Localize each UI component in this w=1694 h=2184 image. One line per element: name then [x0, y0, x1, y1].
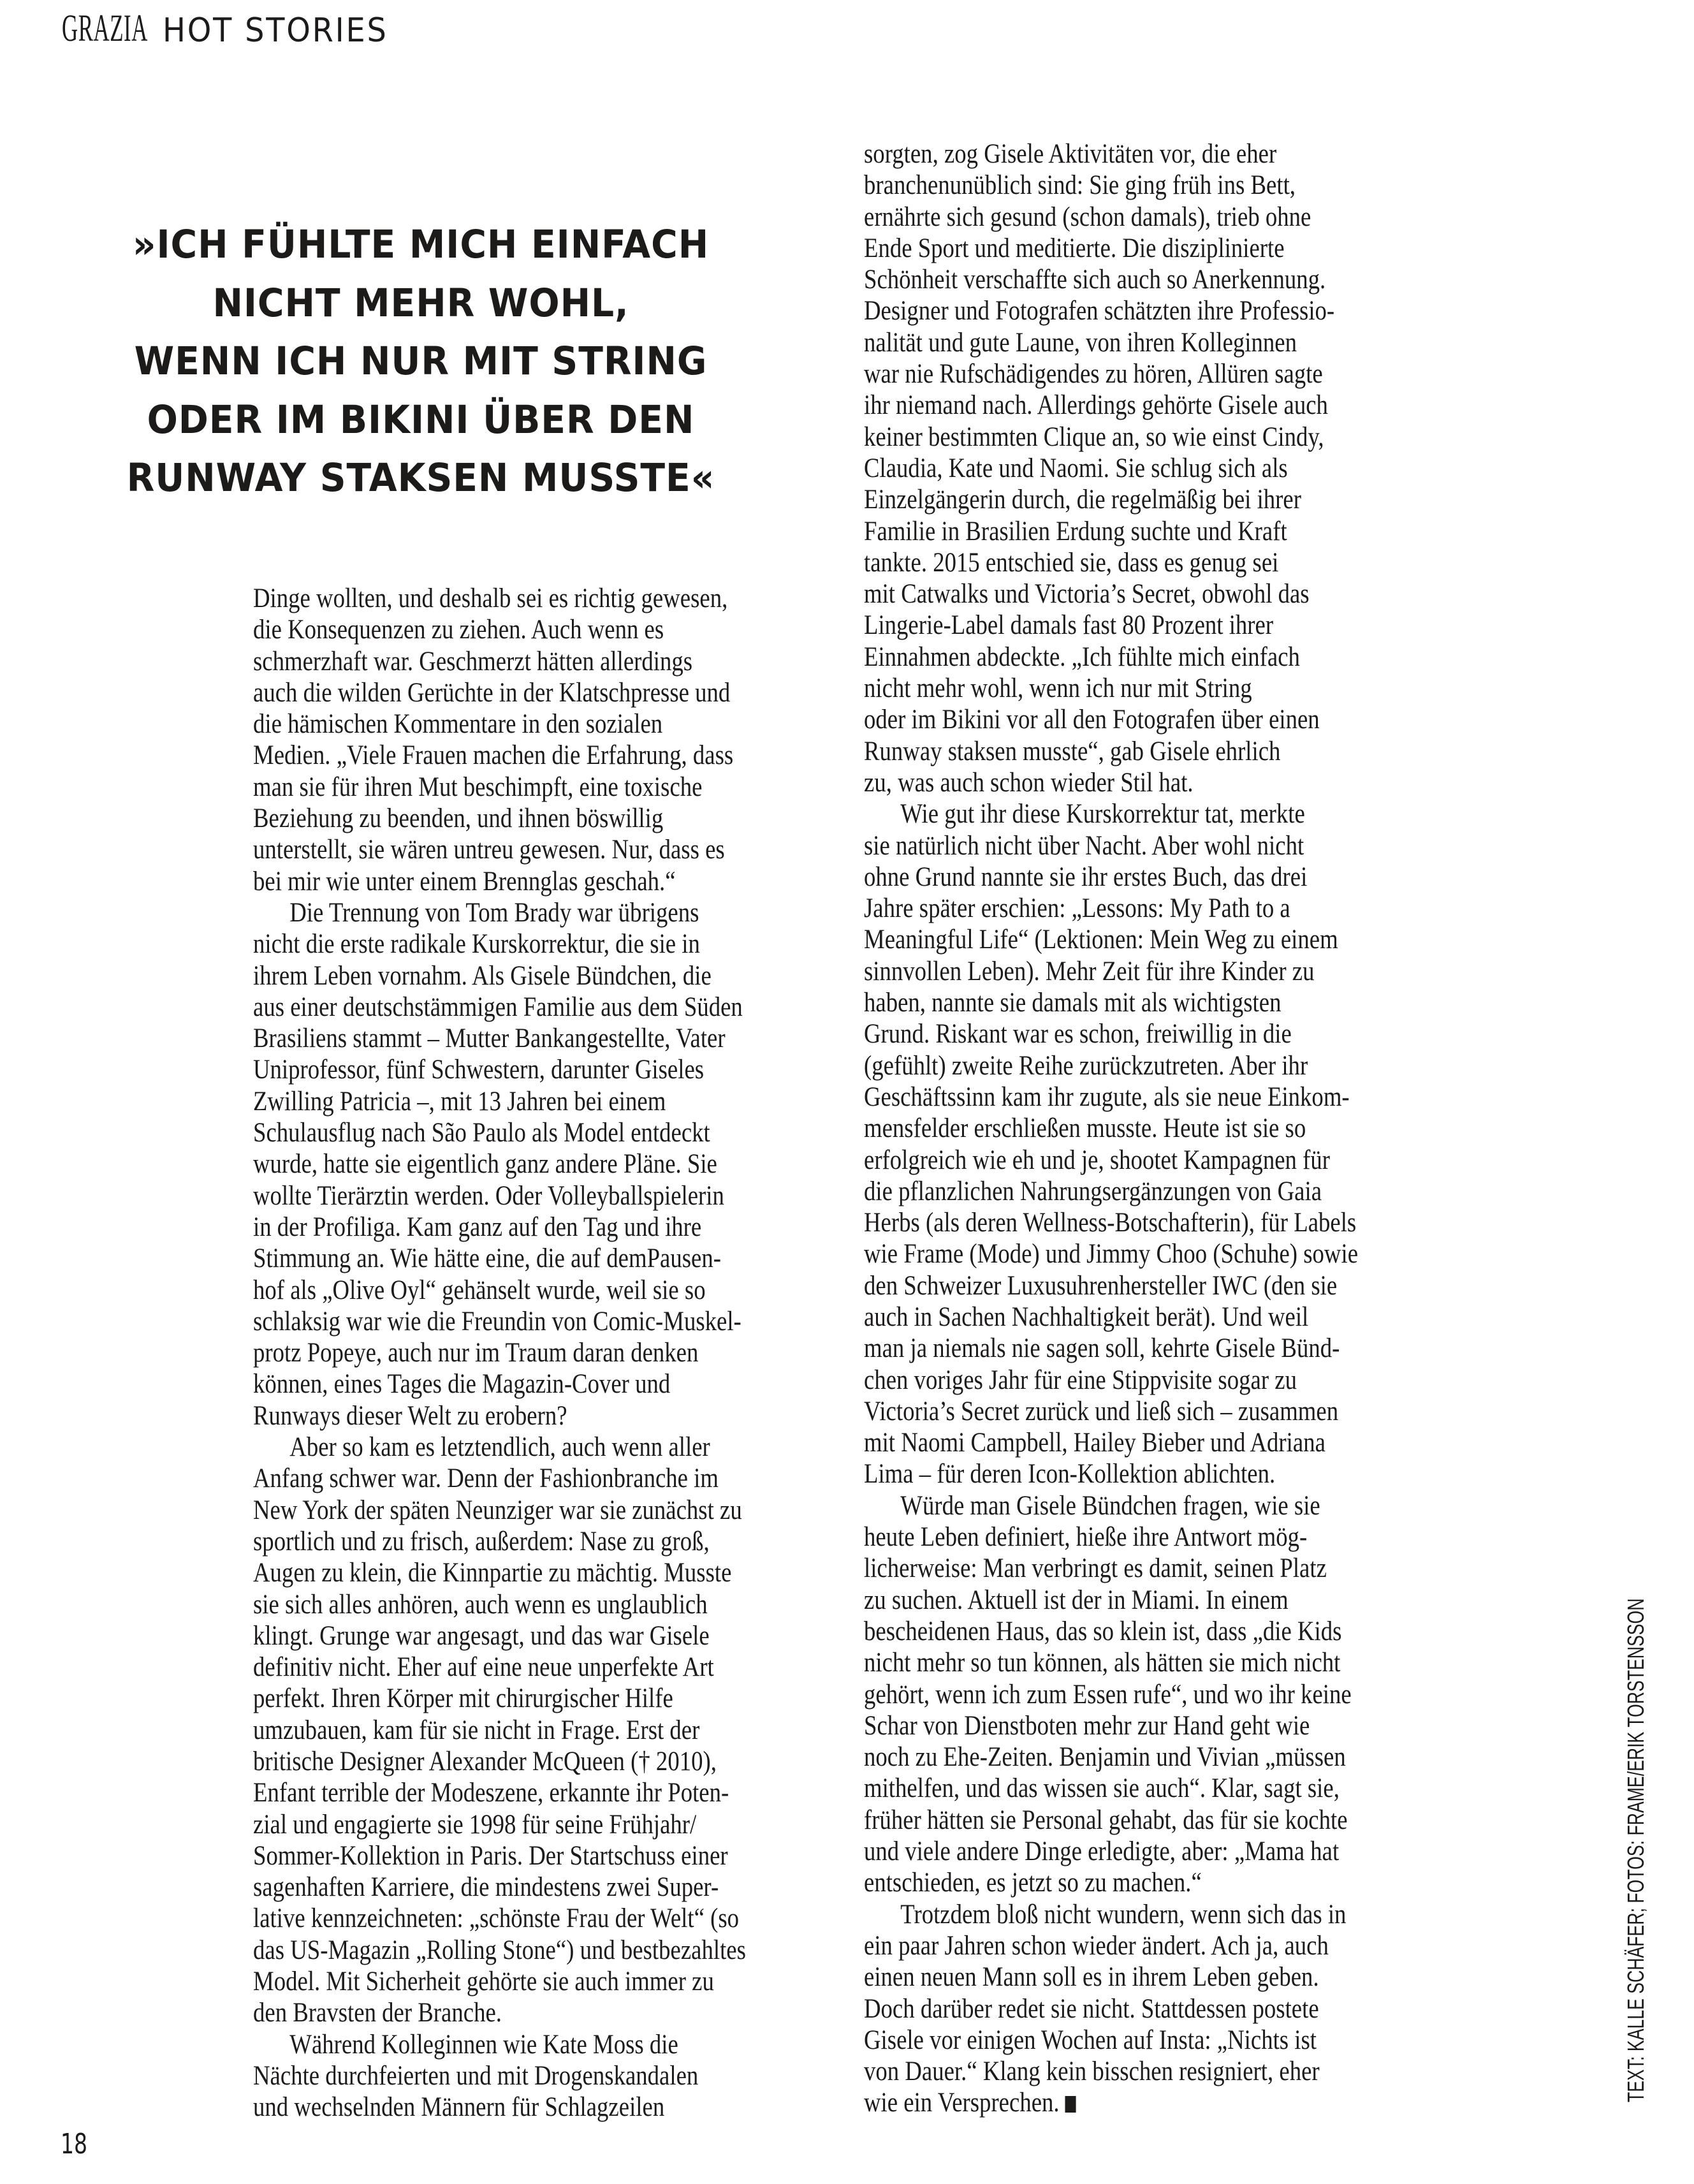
pull-quote-headline	[89, 216, 752, 508]
text-line	[253, 1683, 711, 1714]
text-line	[864, 233, 1387, 264]
text-line-content: bescheidenen Haus, das so klein ist, dass „die Kids	[864, 1616, 1342, 1646]
text-line	[864, 1647, 1387, 1678]
text-line-content: wie Frame (Mode) und Jimmy Choo (Schuhe) sowie	[864, 1239, 1359, 1270]
text-line	[864, 2025, 1387, 2056]
text-line	[864, 1113, 1387, 1144]
text-line	[253, 1086, 711, 1117]
text-line-content: branchenunüblich sind: Sie ging früh ins Bett,	[864, 170, 1296, 201]
text-line	[864, 421, 1387, 453]
text-line-content: Geschäftssinn kam ihr zugute, als sie neue Einkom-	[864, 1081, 1350, 1112]
text-line	[253, 1589, 711, 1620]
text-line	[253, 1243, 721, 1274]
text-line	[253, 1652, 714, 1683]
text-line-content: Brasiliens stammt – Mutter Bankangestellte, Vater	[253, 1023, 726, 1054]
text-line-content: hof als „Olive Oyl“ gehänselt wurde, weil sie so	[253, 1275, 706, 1305]
text-line-content: heute Leben definiert, hieße ihre Antwort mög-	[864, 1522, 1308, 1553]
text-line-content: man sie für ihren Mut beschimpft, eine toxische	[253, 772, 703, 802]
photo-text-credit	[1625, 1421, 1647, 2102]
text-line-content: den Bravsten der Branche.	[253, 1998, 502, 2028]
text-line	[864, 390, 1387, 421]
text-line	[253, 1212, 711, 1243]
text-line	[253, 1023, 726, 1054]
text-line	[253, 1432, 711, 1463]
text-line	[864, 641, 1387, 673]
text-line	[253, 1777, 729, 1808]
text-line	[253, 803, 711, 834]
text-line	[864, 1365, 1387, 1396]
text-line	[864, 1081, 1387, 1113]
text-line	[253, 1054, 711, 1085]
headline-line: WENN ICH NUR MIT STRING	[134, 339, 708, 384]
text-line-content: Victoria’s Secret zurück und ließ sich – zusammen	[864, 1396, 1339, 1426]
text-line	[253, 1997, 711, 2028]
text-line-content: zu, was auch schon wieder Stil hat.	[864, 767, 1194, 798]
text-line-content: mithelfen, und das wissen sie auch“. Klar, sagt sie,	[864, 1773, 1340, 1804]
text-line-content: Doch darüber redet sie nicht. Stattdessen postete	[864, 1993, 1319, 2024]
text-line-content: sorgten, zog Gisele Aktivitäten vor, die eher	[864, 139, 1277, 169]
text-line-content: tankte. 2015 entschied sie, dass es genug sei	[864, 547, 1279, 578]
text-line-content: Trotzdem bloß nicht wundern, wenn sich das in	[900, 1899, 1347, 1930]
text-line	[864, 1899, 1387, 1930]
text-line	[864, 1993, 1387, 2025]
magazine-logo: GRAZIA	[62, 7, 148, 49]
text-line-content: Während Kolleginnen wie Kate Moss die	[289, 2029, 678, 2060]
text-line-content: und viele andere Dinge erledigte, aber: „Mama hat	[864, 1836, 1340, 1867]
text-line-content: Zwilling Patricia –, mit 13 Jahren bei einem	[253, 1086, 666, 1117]
text-line	[864, 1521, 1387, 1553]
text-line	[864, 1585, 1387, 1616]
text-line-content: Einzelgängerin durch, die regelmäßig bei ihrer	[864, 485, 1301, 515]
text-line	[253, 1275, 711, 1306]
text-line-content: schmerzhaft war. Geschmerzt hätten allerdings	[253, 646, 693, 677]
text-line-content: können, eines Tages die Magazin-Cover und	[253, 1369, 671, 1400]
text-line	[253, 1809, 711, 1840]
text-line-content: Augen zu klein, die Kinnpartie zu mächtig. Musste	[253, 1558, 732, 1588]
text-line	[864, 673, 1387, 704]
text-line-content: ein paar Jahren schon wieder ändert. Ach ja, auch	[864, 1930, 1329, 1961]
text-line	[864, 1207, 1387, 1238]
text-line	[253, 928, 711, 960]
text-line	[253, 1400, 711, 1432]
text-line	[864, 1145, 1387, 1176]
text-line	[864, 1050, 1387, 1081]
text-line-content: unterstellt, sie wären untreu gewesen. Nur, dass es	[253, 835, 725, 865]
text-line-content: Lingerie-Label damals fast 80 Prozent ihrer	[864, 610, 1274, 641]
text-line-content: Runways dieser Welt zu erobern?	[253, 1400, 567, 1431]
text-line	[864, 1836, 1387, 1867]
text-line	[864, 484, 1387, 515]
text-line	[253, 992, 743, 1023]
text-line-content: Die Trennung von Tom Brady war übrigens	[289, 897, 699, 928]
text-line	[864, 1710, 1387, 1741]
text-line-content: mit Catwalks und Victoria’s Secret, obwohl das	[864, 579, 1310, 610]
text-line-content: Schulausflug nach São Paulo als Model entdeckt	[253, 1118, 710, 1148]
text-line	[864, 798, 1387, 830]
text-line-content: nalität und gute Laune, von ihren Kolleginnen	[864, 327, 1297, 358]
credit-text: TEXT: KALLE SCHÄFER; FOTOS: FRAME/ERIK TORSTENSSON	[1623, 1598, 1649, 2102]
text-line-content: Familie in Brasilien Erdung suchte und Kraft	[864, 516, 1287, 546]
text-line	[253, 897, 711, 928]
text-line-content: bei mir wie unter einem Brennglas geschah.“	[253, 866, 676, 897]
text-line-content: Stimmung an. Wie hätte eine, die auf demPausen-	[253, 1243, 721, 1274]
text-line-content: keiner bestimmten Clique an, so wie einst Cindy,	[864, 421, 1324, 452]
text-line	[253, 1495, 742, 1526]
article-column-right	[864, 138, 1476, 2119]
text-line-content: Einnahmen abdeckte. „Ich fühlte mich einfach	[864, 641, 1300, 672]
text-line	[253, 1746, 717, 1777]
text-line-content: ihrem Leben vornahm. Als Gisele Bündchen, die	[253, 960, 712, 991]
text-line	[864, 767, 1387, 798]
text-line-content: klingt. Grunge war angesagt, und das war Gisele	[253, 1620, 710, 1651]
text-line-content: Schar von Dienstboten mehr zur Hand geht wie	[864, 1710, 1310, 1741]
text-line	[864, 1490, 1387, 1521]
text-line-content: Anfang schwer war. Denn der Fashionbranche im	[253, 1463, 719, 1494]
text-line-content: schlaksig war wie die Freundin von Comic-Muskel-	[253, 1306, 741, 1337]
text-line	[253, 1368, 711, 1400]
text-line	[253, 1526, 711, 1557]
text-line-content: und wechselnden Männern für Schlagzeilen	[253, 2092, 665, 2123]
text-line	[864, 1458, 1387, 1490]
text-line-content: entschieden, es jetzt so zu machen.“	[864, 1868, 1202, 1898]
text-line-content: man ja niemals nie sagen soll, kehrte Gisele Bünd-	[864, 1333, 1340, 1364]
text-line-content: nicht die erste radikale Kurskorrektur, die sie in	[253, 929, 700, 960]
text-line	[253, 772, 711, 803]
text-line-content: Würde man Gisele Bündchen fragen, wie sie	[900, 1490, 1320, 1521]
text-line	[253, 1148, 717, 1180]
text-line	[864, 956, 1387, 987]
text-line-content: in der Profiliga. Kam ganz auf den Tag und ihre	[253, 1212, 702, 1242]
text-line	[253, 2092, 711, 2123]
text-line-content: aus einer deutschstämmigen Familie aus dem Süden	[253, 992, 743, 1022]
text-line	[253, 740, 734, 771]
text-line	[864, 610, 1387, 641]
text-line	[864, 830, 1387, 861]
text-line-content: nicht mehr wohl, wenn ich nur mit String	[864, 673, 1252, 704]
text-line	[864, 924, 1387, 955]
section-title: HOT STORIES	[163, 11, 388, 50]
text-line-content: Dinge wollten, und deshalb sei es richtig gewesen,	[253, 583, 728, 613]
text-line	[253, 866, 711, 897]
text-line	[253, 1872, 719, 1903]
text-line	[864, 893, 1387, 924]
text-line-content: ihr niemand nach. Allerdings gehörte Gisele auch	[864, 390, 1328, 421]
text-line-content: perfekt. Ihren Körper mit chirurgischer Hilfe	[253, 1683, 673, 1714]
text-line	[253, 1966, 714, 1997]
text-line-content: sie natürlich nicht über Nacht. Aber wohl nicht	[864, 830, 1304, 861]
text-line	[253, 646, 711, 677]
text-line-content: früher hätten sie Personal gehabt, das für sie kochte	[864, 1805, 1348, 1835]
text-line-content: sinnvollen Leben). Mehr Zeit für ihre Kinder zu	[864, 956, 1315, 986]
text-line-content: auch in Sachen Nachhaltigkeit berät). Und weil	[864, 1301, 1309, 1332]
text-line	[864, 170, 1387, 201]
text-line	[253, 614, 711, 645]
text-line-content: Designer und Fotografen schätzten ihre Professio-	[864, 296, 1335, 326]
text-line	[864, 1553, 1387, 1584]
text-line-content: lative kennzeichneten: „schönste Frau der Welt“ (so	[253, 1903, 740, 1934]
text-line	[253, 1620, 711, 1652]
text-line	[864, 861, 1387, 893]
text-line	[864, 453, 1387, 484]
text-line-content: erfolgreich wie eh und je, shootet Kampagnen für	[864, 1145, 1330, 1175]
text-line-content: Herbs (als deren Wellness-Botschafterin), für Labels	[864, 1208, 1357, 1238]
text-line-content: umzubauen, kam für sie nicht in Frage. Erst der	[253, 1715, 700, 1745]
text-line	[253, 1117, 711, 1148]
text-line-content: Runway staksen musste“, gab Gisele ehrlich	[864, 736, 1281, 766]
text-line-content: Gisele vor einigen Wochen auf Insta: „Nichts ist	[864, 2025, 1317, 2055]
text-line	[864, 1805, 1387, 1836]
text-line-content: sportlich und zu frisch, außerdem: Nase zu groß,	[253, 1526, 710, 1557]
text-line	[864, 1301, 1387, 1333]
text-line-content: (gefühlt) zweite Reihe zurückzutreten. Aber ihr	[864, 1050, 1308, 1081]
text-line	[253, 2060, 711, 2092]
text-line-content: Aber so kam es letztendlich, auch wenn aller	[289, 1432, 710, 1463]
text-line	[864, 327, 1387, 358]
text-line	[864, 1773, 1387, 1804]
text-line-content: die hämischen Kommentare in den sozialen	[253, 709, 663, 740]
text-line-content: von Dauer.“ Klang kein bisschen resigniert, eher	[864, 2056, 1320, 2087]
text-line-content: mensfelder erschließen musste. Heute ist sie so	[864, 1113, 1306, 1144]
text-line-content: sie sich alles anhören, auch wenn es unglaublich	[253, 1589, 708, 1620]
text-line	[864, 2087, 1387, 2118]
end-of-article-square-icon	[1065, 2096, 1076, 2113]
text-line	[253, 583, 728, 614]
text-line-content: Sommer-Kollektion in Paris. Der Startschuss einer	[253, 1840, 728, 1871]
text-line-content: Beziehung zu beenden, und ihnen böswillig	[253, 803, 664, 834]
text-line	[864, 987, 1387, 1018]
text-line	[864, 295, 1387, 326]
text-line	[864, 264, 1387, 295]
text-line-content: britische Designer Alexander McQueen († 2010),	[253, 1746, 717, 1777]
text-line-content: Meaningful Life“ (Lektionen: Mein Weg zu einem	[864, 925, 1338, 955]
text-line-content: Schönheit verschaffte sich auch so Anerkennung.	[864, 265, 1326, 295]
text-line-content: Model. Mit Sicherheit gehörte sie auch immer zu	[253, 1967, 714, 1997]
text-line	[864, 1333, 1387, 1364]
text-line	[864, 1427, 1387, 1458]
text-line	[864, 547, 1387, 578]
text-line	[864, 1679, 1387, 1710]
text-line	[864, 1930, 1387, 1961]
text-line	[864, 2056, 1387, 2087]
text-line-content: chen voriges Jahr für eine Stippvisite sogar zu	[864, 1365, 1297, 1395]
text-line-content: oder im Bikini vor all den Fotografen über einen	[864, 705, 1320, 735]
text-line-content: ohne Grund nannte sie ihr erstes Buch, das drei	[864, 861, 1308, 892]
text-line	[253, 1306, 741, 1337]
headline-line: ODER IM BIKINI ÜBER DEN	[147, 397, 695, 443]
text-line	[864, 138, 1387, 170]
text-line-content: Wie gut ihr diese Kurskorrektur tat, merkte	[900, 799, 1305, 830]
headline-line: »ICH FÜHLTE MICH EINFACH	[132, 222, 710, 267]
text-line	[253, 1337, 711, 1368]
text-line-content: die pflanzlichen Nahrungsergänzungen von Gaia	[864, 1176, 1322, 1206]
text-line	[864, 1270, 1387, 1301]
text-line	[253, 708, 711, 740]
text-line	[253, 960, 711, 992]
text-line	[864, 1961, 1387, 1993]
text-line	[253, 1935, 746, 1966]
text-line	[253, 1180, 724, 1212]
text-line-content: sagenhaften Karriere, die mindestens zwei Super-	[253, 1872, 719, 1903]
text-line-content: wie ein Versprechen.	[864, 2088, 1060, 2118]
text-line-content: Enfant terrible der Modeszene, erkannte ihr Poten-	[253, 1778, 729, 1808]
text-line-content: Claudia, Kate und Naomi. Sie schlug sich als	[864, 453, 1288, 483]
text-line	[864, 736, 1387, 767]
text-line-content: protz Popeye, auch nur im Traum daran denken	[253, 1338, 699, 1368]
text-line	[253, 1840, 728, 1872]
text-line-content: war nie Rufschädigendes zu hören, Allüren sagte	[864, 359, 1323, 390]
text-line-content: ernährte sich gesund (schon damals), trieb ohne	[864, 202, 1311, 232]
text-line-content: New York der späten Neunziger war sie zunächst zu	[253, 1495, 742, 1525]
text-line-content: Grund. Riskant war es schon, freiwillig in die	[864, 1019, 1292, 1050]
text-line-content: noch zu Ehe-Zeiten. Benjamin und Vivian „müssen	[864, 1742, 1346, 1773]
text-line	[864, 1018, 1387, 1050]
text-line	[253, 1715, 711, 1746]
text-line	[864, 516, 1387, 547]
headline-line: RUNWAY STAKSEN MUSSTE«	[126, 455, 715, 501]
text-line-content: die Konsequenzen zu ziehen. Auch wenn es	[253, 615, 664, 645]
text-line-content: Nächte durchfeierten und mit Drogenskandalen	[253, 2060, 699, 2091]
text-line	[864, 358, 1387, 390]
text-line	[253, 1903, 740, 1934]
text-line	[864, 1867, 1387, 1898]
text-line-content: Jahre später erschien: „Lessons: My Path to a	[864, 893, 1290, 924]
text-line-content: nicht mehr so tun können, als hätten sie mich nicht	[864, 1648, 1341, 1678]
text-line	[864, 704, 1387, 735]
text-line	[253, 1557, 732, 1588]
text-line	[253, 1463, 719, 1494]
text-line-content: definitiv nicht. Eher auf eine neue unperfekte Art	[253, 1652, 714, 1683]
text-line-content: Lima – für deren Icon-Kollektion ablichten.	[864, 1459, 1276, 1490]
text-line	[864, 1616, 1387, 1647]
text-line	[864, 202, 1387, 233]
text-line	[864, 578, 1387, 610]
text-line-content: Medien. „Viele Frauen machen die Erfahrung, dass	[253, 740, 734, 771]
text-line-content: zial und engagierte sie 1998 für seine Frühjahr/	[253, 1809, 697, 1840]
text-line	[253, 2029, 711, 2060]
text-line-content: gehört, wenn ich zum Essen rufe“, und wo ihr keine	[864, 1679, 1352, 1710]
text-line-content: auch die wilden Gerüchte in der Klatschpresse und	[253, 677, 731, 708]
text-line-content: zu suchen. Aktuell ist der in Miami. In einem	[864, 1585, 1289, 1615]
headline-line: NICHT MEHR WOHL,	[212, 280, 629, 326]
text-line	[253, 677, 731, 708]
text-line-content: mit Naomi Campbell, Hailey Bieber und Adriana	[864, 1428, 1325, 1458]
text-line-content: wollte Tierärztin werden. Oder Volleyballspielerin	[253, 1180, 724, 1211]
text-line-content: licherweise: Man verbringt es damit, seinen Platz	[864, 1553, 1327, 1584]
text-line-content: Ende Sport und meditierte. Die disziplinierte	[864, 233, 1285, 263]
text-line	[864, 1238, 1387, 1270]
text-line	[864, 1741, 1387, 1773]
page-number: 18	[61, 2128, 87, 2160]
text-line	[864, 1176, 1387, 1207]
text-line	[864, 1396, 1387, 1427]
text-line	[253, 834, 725, 865]
text-line-content: den Schweizer Luxusuhrenhersteller IWC (den sie	[864, 1270, 1338, 1301]
text-line-content: haben, nannte sie damals mit als wichtigsten	[864, 988, 1281, 1018]
text-line-content: das US-Magazin „Rolling Stone“) und bestbezahltes	[253, 1935, 746, 1965]
text-line-content: Uniprofessor, fünf Schwestern, darunter Giseles	[253, 1055, 705, 1085]
text-line-content: einen neuen Mann soll es in ihrem Leben geben.	[864, 1962, 1319, 1993]
article-column-left	[253, 583, 789, 2123]
text-line-content: wurde, hatte sie eigentlich ganz andere Pläne. Sie	[253, 1149, 717, 1180]
